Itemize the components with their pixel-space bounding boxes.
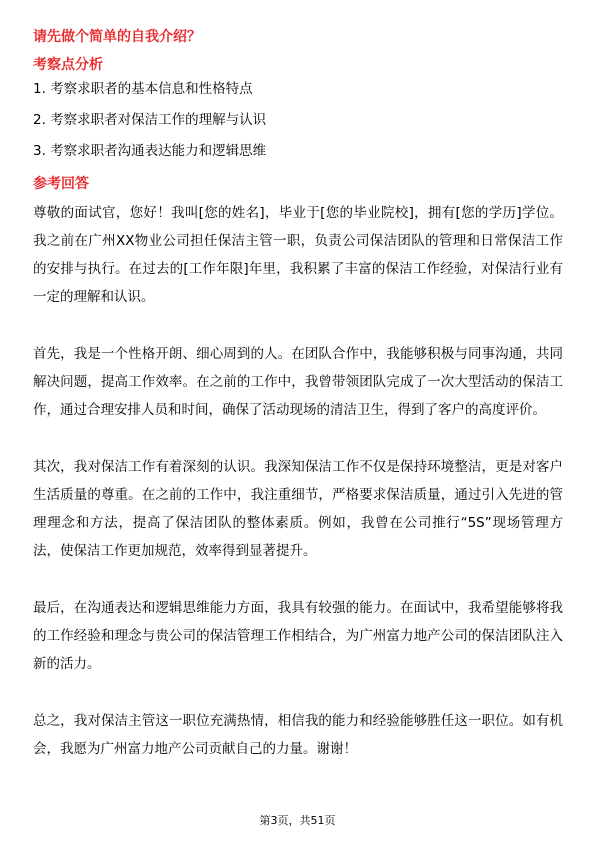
answer-section-title: 参考回答	[33, 176, 89, 192]
answer-paragraph: 首先，我是一个性格开朗、细心周到的人。在团队合作中，我能够积极与同事沟通，共同解决问题，提高工作效率。在之前的工作中，我曾带领团队完成了一次大型活动的保洁工作，通过合理安排人员和时间，确保了活动现场的清洁卫生，得到了客户的高度评价。	[33, 346, 563, 418]
answer-body	[33, 199, 563, 792]
answer-paragraph: 其次，我对保洁工作有着深刻的认识。我深知保洁工作不仅是保持环境整洁，更是对客户生活质量的尊重。在之前的工作中，我注重细节，严格要求保洁质量，通过引入先进的管理理念和方法，提高了保洁团队的整体素质。例如，我曾在公司推行“5S”现场管理方法，使保洁工作更加规范，效率得到显著提升。	[33, 459, 563, 559]
analysis-item: 1. 考察求职者的基本信息和性格特点	[33, 81, 253, 97]
answer-paragraph: 最后，在沟通表达和逻辑思维能力方面，我具有较强的能力。在面试中，我希望能够将我的工作经验和理念与贵公司的保洁管理工作相结合，为广州富力地产公司的保洁团队注入新的活力。	[33, 600, 563, 672]
answer-paragraph: 尊敬的面试官，您好！我叫[您的姓名]，毕业于[您的毕业院校]，拥有[您的学历]学位。我之前在广州XX物业公司担任保洁主管一职，负责公司保洁团队的管理和日常保洁工作的安排与执行。在过去的[工作年限]年里，我积累了丰富的保洁工作经验，对保洁行业有一定的理解和认识。	[33, 205, 563, 305]
question-heading: 请先做个简单的自我介绍？	[33, 29, 201, 45]
page-number-footer: 第3页，共51页	[259, 814, 336, 827]
analysis-item: 3. 考察求职者沟通表达能力和逻辑思维	[33, 143, 267, 159]
analysis-list	[33, 79, 563, 172]
analysis-item: 2. 考察求职者对保洁工作的理解与认识	[33, 112, 267, 128]
analysis-section-title: 考察点分析	[33, 57, 103, 73]
answer-paragraph: 总之，我对保洁主管这一职位充满热情，相信我的能力和经验能够胜任这一职位。如有机会，我愿为广州富力地产公司贡献自己的力量。谢谢！	[33, 713, 563, 757]
